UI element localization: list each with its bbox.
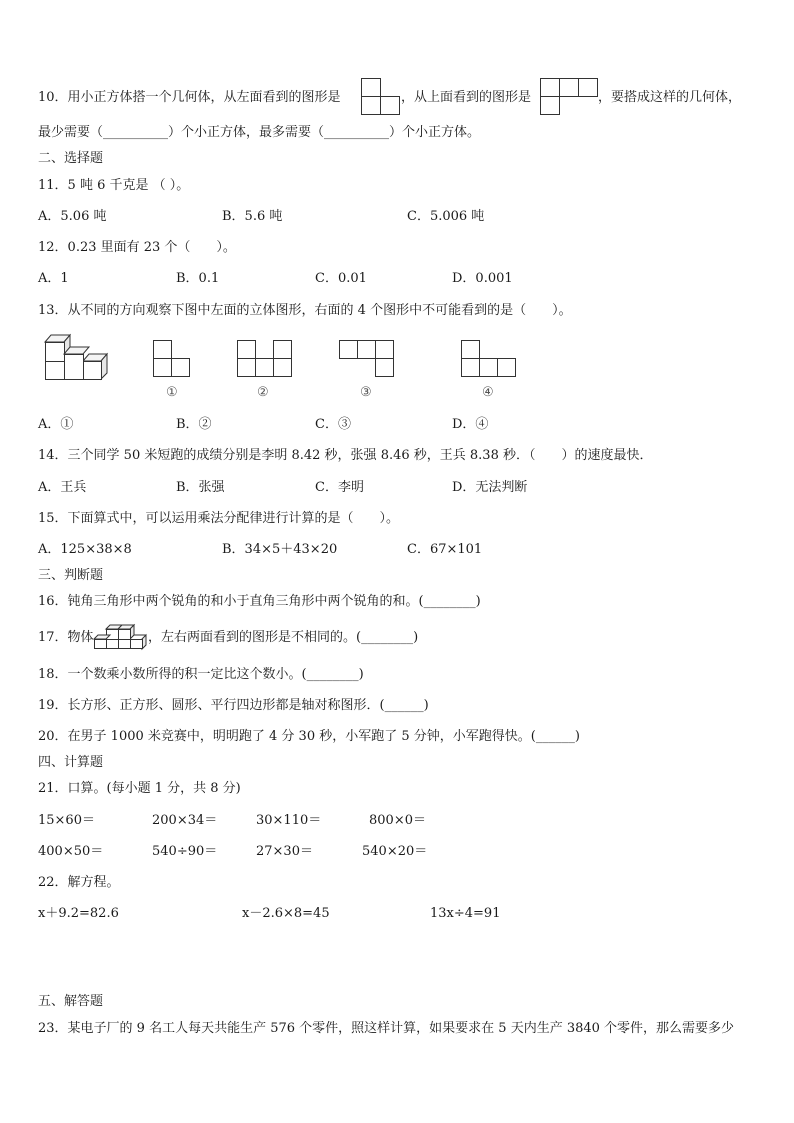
q21-stem: 21．口算。(每小题 1 分，共 8 分) <box>38 781 241 796</box>
q13-figure-2 <box>237 340 295 378</box>
q13-figure-3-label: ③ <box>360 385 372 400</box>
q21-row1-item-1: 15×60＝ <box>38 813 95 828</box>
q13-option-b: B．② <box>176 417 212 432</box>
q13-stem: 13．从不同的方向观察下图中左面的立体图形，右面的 4 个图形中不可能看到的是（ ）。 <box>38 303 572 318</box>
q14-option-b: B．张强 <box>176 480 225 495</box>
q13-option-d: D．④ <box>452 417 489 432</box>
q14-option-a: A．王兵 <box>38 480 87 495</box>
q22-equation-2: x－2.6×8=45 <box>242 906 330 921</box>
q18-text: 18．一个数乘小数所得的积一定比这个数小。(________) <box>38 667 364 682</box>
q17-object-figure <box>94 619 148 649</box>
q10-text-2: ，从上面看到的图形是 <box>401 90 532 105</box>
q13-option-a: A．① <box>38 417 74 432</box>
q10-line1 <box>38 89 341 107</box>
q21-row2-item-4: 540×20＝ <box>362 844 428 859</box>
q22-equation-1: x＋9.2=82.6 <box>38 906 119 921</box>
q12-stem: 12．0.23 里面有 23 个（ ）。 <box>38 240 236 255</box>
q21-row1-item-3: 30×110＝ <box>256 813 322 828</box>
q14-option-d: D．无法判断 <box>452 480 528 495</box>
q20-text: 20．在男子 1000 米竞赛中，明明跑了 4 分 30 秒，小军跑了 5 分钟，小军跑得快。(______) <box>38 729 580 744</box>
section-solve-heading: 五、解答题 <box>38 994 104 1009</box>
q12-option-a: A．1 <box>38 271 69 286</box>
q13-option-c: C．③ <box>315 417 351 432</box>
q15-stem: 15．下面算式中，可以运用乘法分配律进行计算的是（ ）。 <box>38 511 400 526</box>
q17-text-2: ，左右两面看到的图形是不相同的。(________) <box>148 630 419 645</box>
q23-text: 23．某电子厂的 9 名工人每天共能生产 576 个零件，照这样计算，如果要求在 5 天内生产 3840 个零件，那么需要多少 <box>38 1021 735 1036</box>
q12-option-d: D．0.001 <box>452 271 513 286</box>
q14-option-c: C．李明 <box>315 480 364 495</box>
q11-stem: 11．5 吨 6 千克是 （ ）。 <box>38 178 190 193</box>
q13-figure-4-label: ④ <box>482 385 494 400</box>
q16-text: 16．钝角三角形中两个锐角的和小于直角三角形中两个锐角的和。(________) <box>38 594 481 609</box>
q13-figure-1 <box>153 340 193 378</box>
q21-row1-item-2: 200×34＝ <box>152 813 218 828</box>
q13-figure-2-label: ② <box>257 385 269 400</box>
q11-option-a: A．5.06 吨 <box>38 209 107 224</box>
q11-option-b: B．5.6 吨 <box>222 209 283 224</box>
q13-figure-1-label: ① <box>166 385 178 400</box>
section-judge-heading: 三、判断题 <box>38 568 104 583</box>
q10-left-view-figure <box>361 78 401 116</box>
q15-option-a: A．125×38×8 <box>38 542 132 557</box>
section-calc-heading: 四、计算题 <box>38 755 104 770</box>
q13-figure-3 <box>339 340 397 378</box>
q17-text-1: 17．物体 <box>38 630 94 645</box>
q22-stem: 22．解方程。 <box>38 875 120 890</box>
q21-row2-item-3: 27×30＝ <box>256 844 313 859</box>
q12-option-b: B．0.1 <box>176 271 220 286</box>
q15-option-b: B．34×5＋43×20 <box>222 542 338 557</box>
q21-row2-item-2: 540÷90＝ <box>152 844 218 859</box>
q13-figure-4 <box>461 340 519 378</box>
q15-option-c: C．67×101 <box>407 542 483 557</box>
q11-option-c: C．5.006 吨 <box>407 209 485 224</box>
q19-text: 19．长方形、正方形、圆形、平行四边形都是轴对称图形．(______) <box>38 698 429 713</box>
q10-number: 10． <box>38 90 68 105</box>
q10-line2: 最少需要（__________）个小正方体，最多需要（__________）个小正方体。 <box>38 125 481 140</box>
q10-text-1: 用小正方体搭一个几何体，从左面看到的图形是 <box>67 90 341 105</box>
q10-top-view-figure <box>540 78 600 116</box>
q10-text-3: ，要搭成这样的几何体， <box>598 90 742 105</box>
q12-option-c: C．0.01 <box>315 271 367 286</box>
q14-stem: 14．三个同学 50 米短跑的成绩分别是李明 8.42 秒，张强 8.46 秒，王兵 8.38 秒．（ ）的速度最快． <box>38 448 653 463</box>
q13-solid-figure <box>43 333 109 381</box>
q22-equation-3: 13x÷4=91 <box>430 906 501 921</box>
q21-row2-item-1: 400×50＝ <box>38 844 104 859</box>
q21-row1-item-4: 800×0＝ <box>369 813 426 828</box>
section-choice-heading: 二、选择题 <box>38 151 104 166</box>
